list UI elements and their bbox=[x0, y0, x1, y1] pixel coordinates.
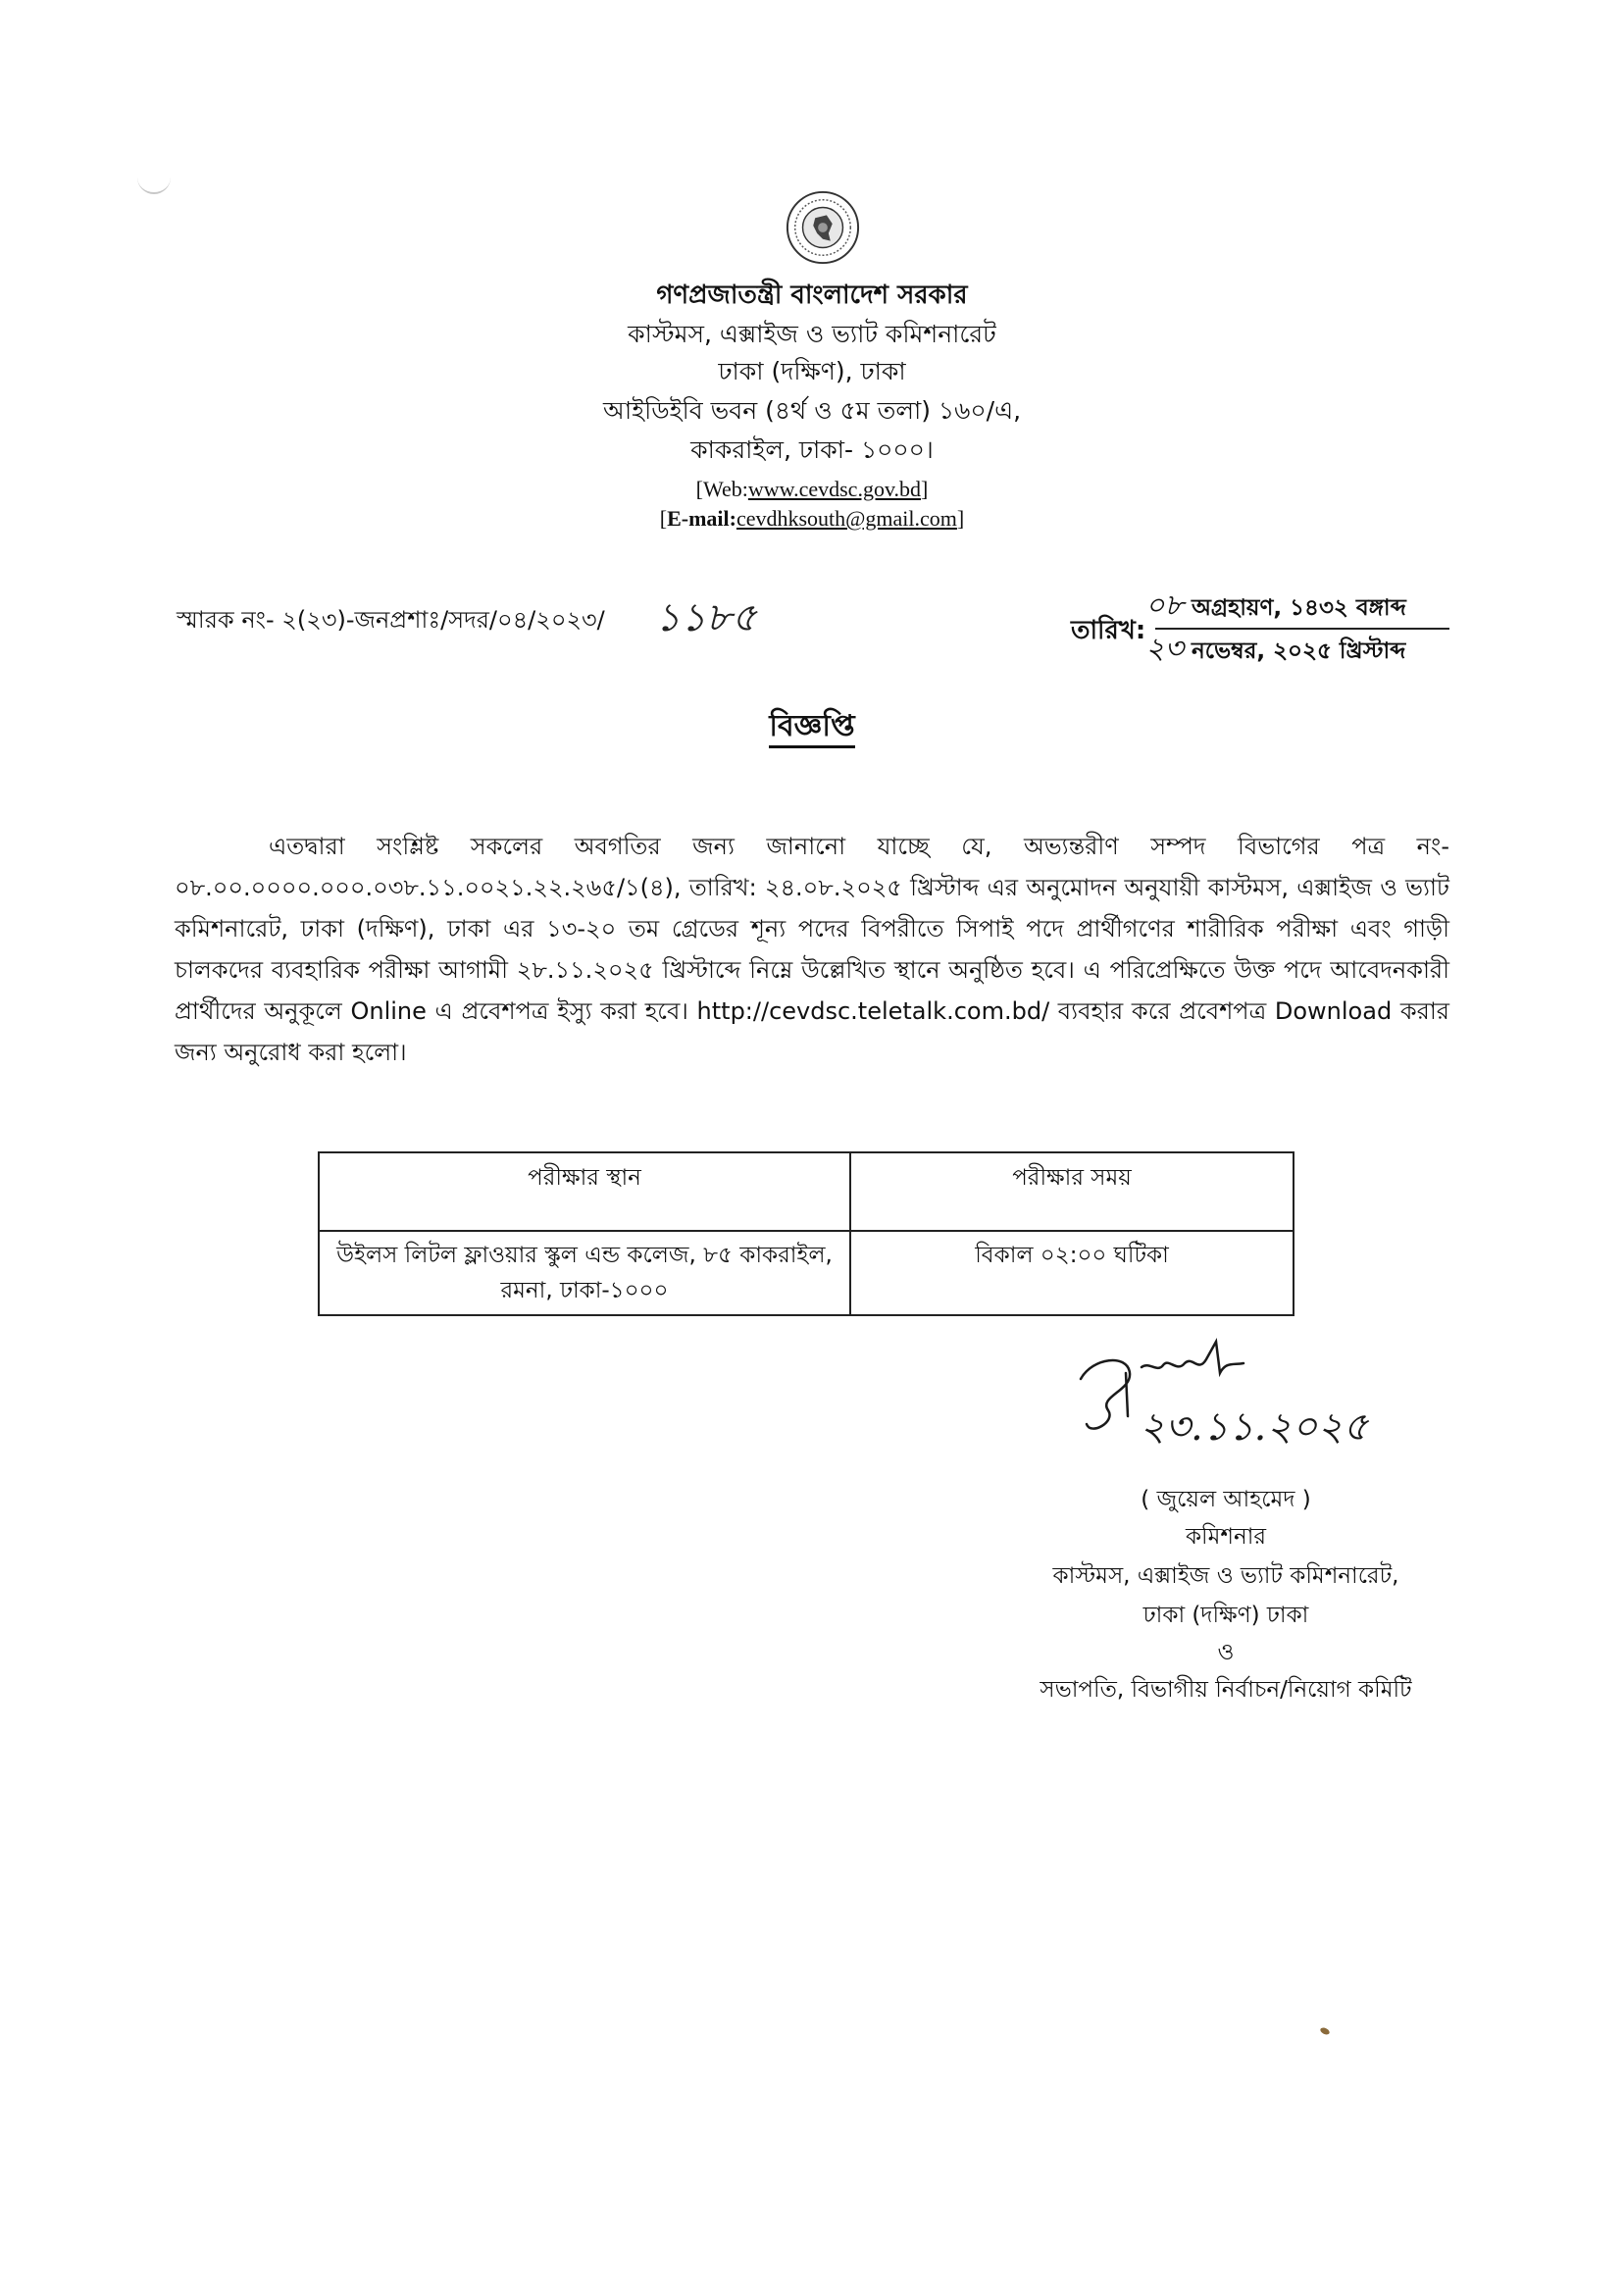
bangladesh-government-seal-icon bbox=[785, 189, 861, 266]
signatory-organization: কাস্টমস, এক্সাইজ ও ভ্যাট কমিশনারেট, bbox=[1052, 1563, 1399, 1589]
venue-header: পরীক্ষার স্থান bbox=[319, 1152, 850, 1231]
signatory-title: কমিশনার bbox=[1185, 1524, 1267, 1550]
date-block bbox=[1145, 588, 1449, 669]
date-bangla-calendar bbox=[1145, 588, 1449, 626]
website-line: [Web:www.cevdsc.gov.bd] bbox=[695, 477, 929, 501]
notice-paragraph: এতদ্বারা সংশ্লিষ্ট সকলের অবগতির জন্য জানানো যাচ্ছে যে, অভ্যন্তরীণ সম্পদ বিভাগের পত্র নং- ০৮.০০.০০০০.০০০.০৩৮.১১.০০২১.২২.২৬৫/১(৪), তারিখ: ২৪.০৮.২০২৫ খ্রিস্টাব্দ এর অনুমোদন অনুযায়ী কাস্টমস, এক্সাইজ ও ভ্যাট কমিশনারেট, ঢাকা (দক্ষিণ), ঢাকা এর ১৩-২০ তম গ্রেডের শূন্য পদের বিপরীতে সিপাই পদে প্রার্থীগণের শারীরিক পরীক্ষা এবং গাড়ী চালকদের ব্যবহারিক পরীক্ষা আগামী ২৮.১১.২০২৫ খ্রিস্টাব্দে নিম্নে উল্লেখিত স্থানে অনুষ্ঠিত হবে। এ পরিপ্রেক্ষিতে উক্ত পদে আবেদনকারী প্রার্থীদের অনুকূলে Online এ প্রবেশপত্র ইস্যু করা হবে। http://cevdsc.teletalk.com.bd/ ব্যবহার করে প্রবেশপত্র Download করার জন্য অনুরোধ করা হলো। bbox=[175, 833, 1449, 1066]
email-line: [E-mail:cevdhksouth@gmail.com] bbox=[659, 506, 965, 531]
time-cell: বিকাল ০২:০০ ঘটিকা bbox=[850, 1231, 1294, 1315]
website-label: Web: bbox=[702, 477, 748, 501]
website-link[interactable]: www.cevdsc.gov.bd bbox=[747, 477, 922, 501]
scan-artifact bbox=[137, 177, 171, 194]
memo-handwritten-number: ১১৮৫ bbox=[655, 595, 757, 640]
date-english-month-year: নভেম্বর, ২০২৫ খ্রিস্টাব্দ bbox=[1192, 638, 1406, 664]
scan-artifact bbox=[1319, 2026, 1331, 2036]
office-address-line1: আইডিইবি ভবন (৪র্থ ও ৫ম তলা) ১৬০/এ, bbox=[602, 396, 1022, 425]
table-header-row bbox=[319, 1152, 1294, 1231]
signatory-conjunction: ও bbox=[1217, 1640, 1235, 1665]
office-city: ঢাকা (দক্ষিণ), ঢাকা bbox=[718, 357, 906, 385]
date-divider bbox=[1155, 628, 1449, 630]
signatory-chair-title: সভাপতি, বিভাগীয় নির্বাচন/নিয়োগ কমিটি bbox=[1040, 1677, 1412, 1703]
table-row bbox=[319, 1231, 1294, 1315]
signatory-name: ( জুয়েল আহমেদ ) bbox=[1141, 1487, 1311, 1512]
email-link[interactable]: cevdhksouth@gmail.com bbox=[736, 506, 957, 531]
office-name: কাস্টমস, এক্সাইজ ও ভ্যাট কমিশনারেট bbox=[628, 320, 996, 348]
date-english-day: ২৩ bbox=[1145, 632, 1185, 666]
exam-schedule-table bbox=[318, 1151, 1294, 1316]
signatory-city: ঢাকা (দক্ষিণ) ঢাকা bbox=[1142, 1603, 1309, 1628]
date-bangla-month-year: অগ্রহায়ণ, ১৪৩২ বঙ্গাব্দ bbox=[1192, 595, 1406, 621]
notice-body bbox=[175, 826, 1449, 1073]
organization-name: গণপ্রজাতন্ত্রী বাংলাদেশ সরকার bbox=[656, 280, 968, 310]
date-bangla-day: ০৮ bbox=[1145, 588, 1184, 623]
handwritten-signature-icon bbox=[1069, 1334, 1422, 1461]
notice-title-text: বিজ্ঞপ্তি bbox=[769, 709, 854, 748]
office-address-line2: কাকরাইল, ঢাকা- ১০০০। bbox=[690, 435, 934, 464]
email-label: E-mail: bbox=[667, 506, 736, 531]
time-header: পরীক্ষার সময় bbox=[850, 1152, 1294, 1231]
memo-number: স্মারক নং- ২(২৩)-জনপ্রশাঃ/সদর/০৪/২০২৩/ bbox=[177, 606, 605, 634]
date-gregorian-calendar bbox=[1145, 632, 1449, 669]
venue-cell: উইলস লিটল ফ্লাওয়ার স্কুল এন্ড কলেজ, ৮৫ কাকরাইল, রমনা, ঢাকা-১০০০ bbox=[319, 1231, 850, 1315]
date-label: তারিখ: bbox=[1071, 616, 1146, 645]
notice-title bbox=[0, 702, 1624, 752]
signature-date: ২৩.১১.২০২৫ bbox=[1140, 1404, 1369, 1450]
